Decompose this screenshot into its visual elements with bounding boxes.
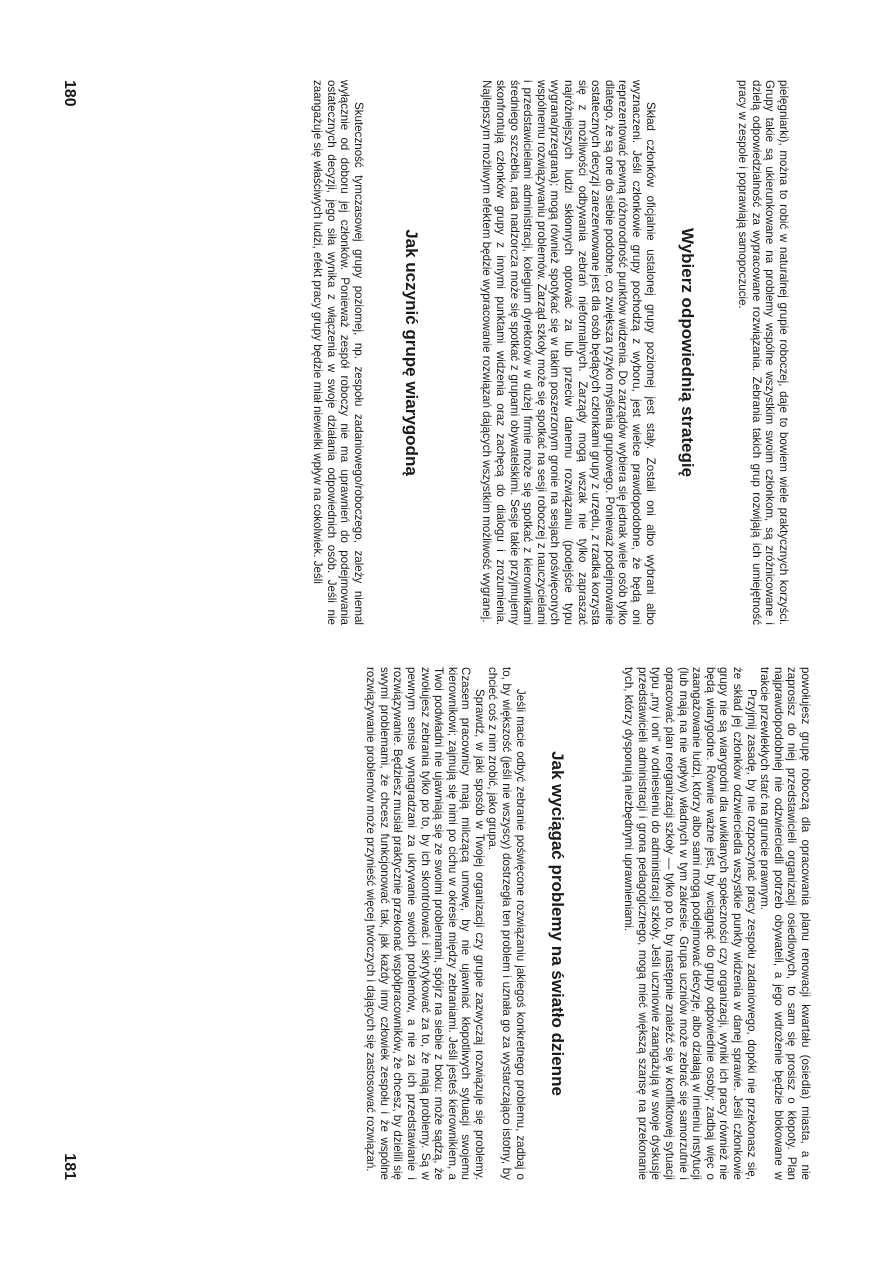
right-page <box>60 667 812 1180</box>
paragraph-continuation: powołujesz grupę roboczą dla opracowania planu renowacji kwartału (osiedla) miasta, a nie zaprosisz do niej przedstawicieli organizacji osiedlowych, to sam się prosisz o kłopoty. Plan najprawdopodobniej nie odzwierciedli potrzeb obywateli, a jego wdrożenie będzie blokowane w trakcie przewlekłych starć na gruncie prawnym. <box>758 667 812 1180</box>
paragraph-problems-1: Jeśli macie odbyć zebranie poświęcone rozwiązaniu jakiegoś konkretnego problemu, zadbaj o to, by większość (jeśli nie wszyscy) dostrzegła ten problem i uznała go za wystarczająco istotny, by chcieć coś z nim zrobić, jako grupa. <box>486 667 527 1180</box>
paragraph-principle: Przyjmij zasadę, by nie rozpoczynać pracy zespołu zadaniowego, dopóki nie przekonasz się, że skład jej członków odzwierciedla wszystkie punkty widzenia w danej sprawie. Jeśli członkowie grupy nie są wiarygodni dla uwikłanych społeczności czy organizacji, wyniki ich pracy również nie będą wiarygodne. Równie ważne jest, by wciągnąć do grupy odpowiednie osoby; zadbaj więc o zaangażowanie ludzi, którzy albo sami mogą podejmować decyzje, albo działają w imieniu instytucji (lub mają na nie wpływ) władnych w tym zakresie. Grupa uczniów może zebrać się samorzutnie i opracować plan reorganizacji szkoły — tylko po to, by następnie znaleźć się w konfliktowej sytuacji typu „my i oni” w odniesieniu do administracji szkoły. Jeśli uczniowie zaangażują w swoje dyskusje przedstawicieli administracji i grona pedagogicznego, mogą mieć większą szansę na przekonanie tych, którzy dysponują niezbędnymi uprawnieniami. <box>622 667 758 1180</box>
page-number-left: 180 <box>61 80 78 107</box>
heading-problems: Jak wyciągać problemy na światło dzienne <box>547 751 567 1096</box>
paragraph-intro: pielęgniarki), można to robić w naturalnej grupie roboczej, daje to bowiem wiele praktycznych korzyści. Grupy takie są ukierunkowane na problemy wspólne wszystkim swoim członkom, są zróżnicowane i dzielą odpowiedzialność za wypracowane rozwiązania. Zebrania takich grup rozwijają ich umiejętność pracy w zespole i poprawiają samopoczucie. <box>736 80 790 625</box>
heading-group: Jak uczynić grupę wiarygodną <box>401 229 421 476</box>
paragraph-group: Skuteczność tymczasowej grupy poziomej, np. zespołu zadaniowego/roboczego, zależy niemal wyłącznie od doboru jej członków. Ponieważ zespół roboczy nie ma uprawnień do podejmowania ostatecznych decyzji, jego siła wynika z włączenia w swoje działania odpowiednich osób. Jeśli nie zaangażuje się właściwych ludzi, efekt pracy grupy będzie miał niewielki wpływ na cokolwiek. Jeśli <box>311 80 365 625</box>
left-page <box>60 80 790 625</box>
heading-strategy: Wybierz odpowiednią strategię <box>677 227 697 478</box>
paragraph-problems-2: Sprawdź, w jaki sposób w Twojej organizacji czy grupie zazwyczaj rozwiązuje się problemy. Czasem pracownicy mają milczącą umowę, by nie ujawniać kłopotliwych sytuacji swojemu kierownikowi; zajmują się nimi po cichu w okresie między zebraniami. Jeśli jesteś kierownikiem, a Twoi podwładni nie ujawniają się ze swoimi problemami, spójrz na siebie z boku: może sądzą, że zwołujesz zebrania tylko po to, by ich skontrolować i skrytykować za to, że mają problemy. Są w pewnym sensie wynagradzani za ukrywanie swoich problemów, a nie za ich przedstawianie i rozwiązywanie. Będziesz musiał praktycznie przekonać współpracowników, że chcesz, by dzielili się swymi problemami, że chcesz funkcjonować tak, jak każdy inny człowiek zespołu i że wspólne rozwiązywanie problemów może przynieść więcej twórczych i dających się zastosować rozwiązań. <box>364 667 486 1180</box>
paragraph-strategy: Skład członków oficjalnie ustalonej grupy poziomej jest stały. Zostali oni albo wybrani albo wyznaczeni. Jeśli członkowie grupy pochodzą z wyboru, jest wielce prawdopodobne, że będą oni reprezentować pewną różnorodność punktów widzenia. Do zarządów wybiera się jednak wiele osób tylko dlatego, że są one do siebie podobne, co zwiększa ryzyko myślenia grupowego. Ponieważ podejmowanie ostatecznych decyzji zarezerwowane jest dla osób będących członkami grupy z urzędu, z rzadka korzysta się z możliwości odbywania zebrań nieformalnych. Zarządy mogą wszak nie tylko zapraszać najróżniejszych ludzi skłonnych optować za lub przeciw danemu rozwiązaniu (podejście typu wygrana/przegrana); mogą również spotykać się w takim poszerzonym gronie na sesjach poświęconych wspólnemu rozwiązywaniu problemów. Zarząd szkoły może się spotkać na sesji roboczej z nauczycielami i przedstawicielami administracji, kolegium dyrektorów w dużej firmie może się spotkać z kierownikami średniego szczebla, rada nadzorcza może się spotkać z grupami obywatelskimi. Sesje takie przyjmujemy skonfrontują członków grupy z innymi punktami widzenia oraz zachęcą do dialogu i zrozumienia. Najlepszym możliwym efektem będzie wypracowanie rozwiązań dających wszystkim możliwość wygranej. <box>480 80 657 625</box>
page-number-right: 181 <box>61 1153 78 1180</box>
